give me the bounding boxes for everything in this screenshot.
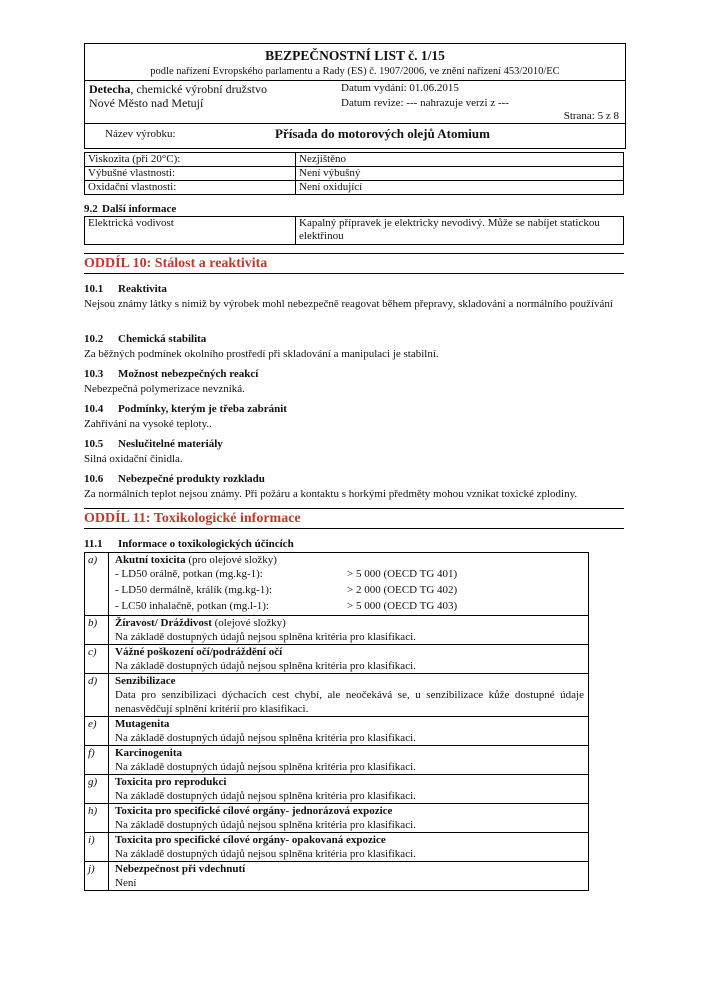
property-value: Není oxidující (296, 181, 624, 195)
paragraph: Silná oxidační činidla. (84, 453, 183, 465)
regulation-subtitle: podle nařízení Evropského parlamentu a Rady (ES) č. 1907/2006, ve znění nařízení 453/2010/EC (150, 66, 560, 77)
paragraph: Za běžných podmínek okolního prostředí při skladování a manipulaci je stabilní. (84, 348, 439, 360)
row-letter: b) (85, 616, 109, 644)
property-value: Kapalný přípravek je elektricky nevodivý. Může se nabíjet statickou elektřinou (296, 217, 624, 245)
row-note: (pro olejové složky) (185, 554, 277, 566)
row-body (115, 645, 588, 673)
paragraph: Za normálních teplot nejsou známy. Při požáru a kontaktu s horkými předměty mohou vznikat toxické zplodiny. (84, 488, 578, 500)
ld-label: - LD50 orálně, potkan (mg.kg-1): (115, 568, 263, 580)
ld-row (115, 599, 584, 615)
properties-table (84, 152, 624, 195)
row-letter: j) (85, 862, 109, 890)
table-row (85, 553, 588, 616)
subsection-title: Neslučitelné materiály (118, 438, 223, 450)
paragraph: Nejsou známy látky s nimiž by výrobek mohl nebezpečně reagovat během přepravy, skladování a normálního používání (84, 298, 613, 310)
subsection-number: 10.1 (84, 283, 104, 295)
property-value: Nezjištěno (296, 153, 624, 167)
subsection-title: Možnost nebezpečných reakcí (118, 368, 259, 380)
company-name-rest: , chemické výrobní družstvo (130, 82, 267, 96)
subsection-heading (84, 368, 258, 380)
subsection-heading (84, 333, 206, 345)
row-text: Není (115, 877, 137, 889)
document-header (84, 43, 626, 149)
row-body (115, 775, 588, 803)
row-title: Nebezpečnost při vdechnutí (115, 863, 246, 875)
ld-label: - LD50 dermálně, králík (mg.kg-1): (115, 584, 273, 596)
subsection-title: Nebezpečné produkty rozkladu (118, 473, 265, 485)
subsection-title: Další informace (102, 203, 177, 215)
row-text: Na základě dostupných údajů nejsou splněna kritéria pro klasifikaci. (115, 761, 416, 773)
table-row (85, 833, 588, 862)
table-row (85, 674, 588, 717)
ld-value: > 5 000 (OECD TG 401) (347, 568, 458, 580)
issue-date: Datum vydání: 01.06.2015 (341, 82, 459, 94)
row-body (115, 804, 588, 832)
divider (85, 123, 625, 124)
row-letter: d) (85, 674, 109, 716)
row-title: Akutní toxicita (115, 554, 186, 566)
property-label: Elektrická vodivost (85, 217, 296, 245)
property-value: Není výbušný (296, 167, 624, 181)
subsection-heading (84, 403, 287, 415)
subsection-number: 10.3 (84, 368, 104, 380)
row-letter: f) (85, 746, 109, 774)
row-text: Na základě dostupných údajů nejsou splněna kritéria pro klasifikaci. (115, 631, 416, 643)
subsection-heading (84, 283, 167, 295)
subsection-number: 10.4 (84, 403, 104, 415)
table-row (85, 862, 588, 890)
row-title: Mutagenita (115, 718, 170, 730)
row-title: Karcinogenita (115, 747, 183, 759)
subsection-number: 10.2 (84, 333, 104, 345)
property-label: Viskozita (při 20°C): (85, 153, 296, 167)
product-label: Název výrobku: (105, 128, 176, 140)
row-letter: c) (85, 645, 109, 673)
row-title: Vážné poškození očí/podráždění očí (115, 646, 283, 658)
company-name (89, 82, 267, 97)
row-text: Data pro senzibilizaci dýchacích cest chybí, ale neočekává se, u senzibilizace kůže dostupné údaje nenasvědčují splnění kritérií pro klasifikaci. (115, 689, 584, 715)
ld-row (115, 567, 584, 583)
subsection-number: 10.6 (84, 473, 104, 485)
table-row (85, 181, 624, 195)
subsection-title: Podmínky, kterým je třeba zabránit (118, 403, 287, 415)
section-heading: ODDÍL 11: Toxikologické informace (84, 508, 624, 529)
subsection-title: Chemická stabilita (118, 333, 207, 345)
ld-row (115, 583, 584, 599)
row-letter: e) (85, 717, 109, 745)
subsection-title: Informace o toxikologických účincích (118, 538, 294, 550)
toxicology-table (84, 552, 589, 891)
page-number: Strana: 5 z 8 (563, 110, 619, 122)
row-text: Na základě dostupných údajů nejsou splněna kritéria pro klasifikaci. (115, 660, 416, 672)
paragraph: Nebezpečná polymerizace nevzniká. (84, 383, 245, 395)
company-city: Nové Město nad Metují (89, 96, 204, 110)
row-letter: i) (85, 833, 109, 861)
subsection-heading (84, 473, 265, 485)
subsection-title: Reaktivita (118, 283, 167, 295)
ld-label: - LC50 inhalačně, potkan (mg.l-1): (115, 600, 269, 612)
row-letter: a) (85, 553, 109, 615)
row-note: (olejové složky) (211, 617, 286, 629)
conductivity-table (84, 216, 624, 245)
subsection-number: 10.5 (84, 438, 104, 450)
row-body (115, 674, 588, 716)
row-title: Toxicita pro specifické cílové orgány- jednorázová expozice (115, 805, 393, 817)
row-body (115, 833, 588, 861)
row-body (115, 862, 588, 890)
ld-value: > 2 000 (OECD TG 402) (347, 584, 458, 596)
row-title: Senzibilizace (115, 675, 176, 687)
company-name-bold: Detecha (89, 82, 131, 96)
paragraph: Zahřívání na vysoké teploty.. (84, 418, 212, 430)
row-text: Na základě dostupných údajů nejsou splněna kritéria pro klasifikaci. (115, 819, 416, 831)
row-letter: h) (85, 804, 109, 832)
row-title: Toxicita pro specifické cílové orgány- opakovaná expozice (115, 834, 386, 846)
row-body (115, 746, 588, 774)
row-body (115, 553, 588, 615)
table-row (85, 804, 588, 833)
document-title: BEZPEČNOSTNÍ LIST č. 1/15 (265, 48, 445, 63)
row-title: Toxicita pro reprodukci (115, 776, 227, 788)
table-row (85, 775, 588, 804)
divider (85, 80, 625, 81)
row-title: Žíravost/ Dráždivost (115, 617, 212, 629)
ld-value: > 5 000 (OECD TG 403) (347, 600, 458, 612)
row-letter: g) (85, 775, 109, 803)
subsection-heading (84, 538, 294, 550)
table-row (85, 153, 624, 167)
section-heading: ODDÍL 10: Stálost a reaktivita (84, 253, 624, 274)
subsection-number: 11.1 (84, 538, 103, 550)
row-text: Na základě dostupných údajů nejsou splněna kritéria pro klasifikaci. (115, 790, 416, 802)
row-text: Na základě dostupných údajů nejsou splněna kritéria pro klasifikaci. (115, 732, 416, 744)
subsection-number: 9.2 (84, 203, 98, 215)
row-text: Na základě dostupných údajů nejsou splněna kritéria pro klasifikaci. (115, 848, 416, 860)
table-row (85, 217, 624, 245)
table-row (85, 645, 588, 674)
subsection-heading (84, 438, 223, 450)
table-row (85, 717, 588, 746)
table-row (85, 616, 588, 645)
row-body (115, 616, 588, 644)
table-row (85, 746, 588, 775)
revision-date: Datum revize: --- nahrazuje verzi z --- (341, 97, 509, 109)
property-label: Výbušné vlastnosti: (85, 167, 296, 181)
property-label: Oxidační vlastnosti: (85, 181, 296, 195)
row-body (115, 717, 588, 745)
subsection-heading (84, 203, 176, 215)
product-name: Přísada do motorových olejů Atomium (275, 126, 490, 141)
table-row (85, 167, 624, 181)
